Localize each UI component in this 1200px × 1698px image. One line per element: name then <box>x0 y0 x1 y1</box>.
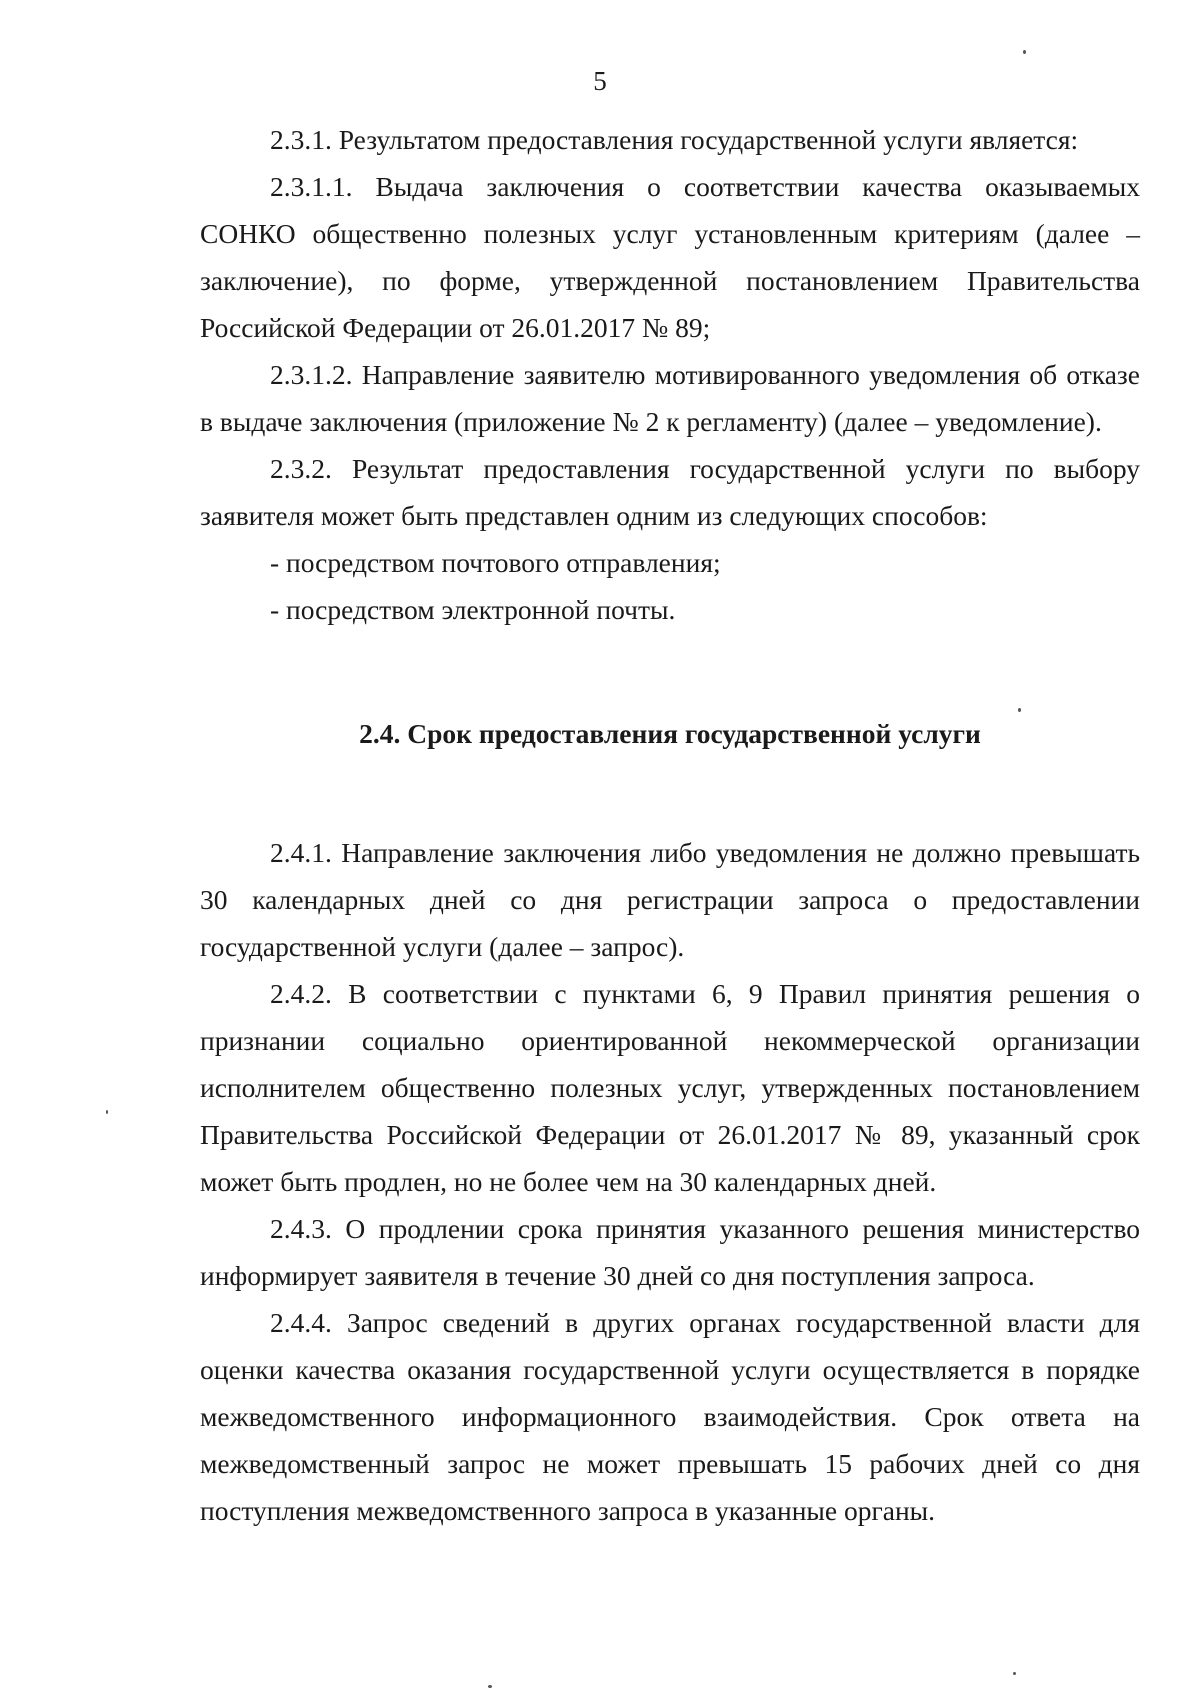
list-item-email: - посредством электронной почты. <box>270 594 676 625</box>
paragraph-2-3-1: 2.3.1. Результатом предоставления государственной услуги является: <box>270 124 1079 155</box>
paragraph-2-3-2: 2.3.2. Результат предоставления государственной услуги по выбору заявителя может быть представлен одним из следующих способов: <box>200 453 1140 531</box>
paragraph-2-3-1-1: 2.3.1.1. Выдача заключения о соответствии качества оказываемых СОНКО общественно полезных услуг установленным критериям (далее – заключение), по форме, утвержденной постановлением Правительства Российской Федерации от 26.01.2017 № 89; <box>200 171 1140 343</box>
section-heading: 2.4. Срок предоставления государственной услуги <box>359 718 981 749</box>
paragraph-2-3-1-2: 2.3.1.2. Направление заявителю мотивированного уведомления об отказе в выдаче заключения (приложение № 2 к регламенту) (далее – уведомление). <box>200 359 1140 437</box>
page-number: 5 <box>593 66 607 96</box>
paragraph-2-4-4: 2.4.4. Запрос сведений в других органах государственной власти для оценки качества оказания государственной услуги осуществляется в порядке межведомственного информационного взаимодействия. Срок ответа на межведомственный запрос не может превышать 15 рабочих дней со дня поступления межведомственного запроса в указанные органы. <box>200 1307 1140 1526</box>
scan-speck <box>1013 1672 1016 1675</box>
page-body <box>200 116 1140 1534</box>
scan-speck <box>1023 50 1026 54</box>
paragraph-2-4-1: 2.4.1. Направление заключения либо уведомления не должно превышать 30 календарных дней со дня регистрации запроса о предоставлении государственной услуги (далее – запрос). <box>200 837 1140 962</box>
list-item-postal: - посредством почтового отправления; <box>270 547 721 578</box>
paragraph-2-4-2: 2.4.2. В соответствии с пунктами 6, 9 Правил принятия решения о признании социально ориентированной некоммерческой организации исполнителем общественно полезных услуг, утвержденных постановлением Правительства Российской Федерации от 26.01.2017 № 89, указанный срок может быть продлен, но не более чем на 30 календарных дней. <box>200 978 1140 1197</box>
paragraph-2-4-3: 2.4.3. О продлении срока принятия указанного решения министерство информирует заявителя в течение 30 дней со дня поступления запроса. <box>200 1213 1140 1291</box>
scan-speck <box>106 1110 108 1114</box>
scan-speck <box>1018 708 1021 712</box>
scan-speck <box>488 1685 492 1688</box>
